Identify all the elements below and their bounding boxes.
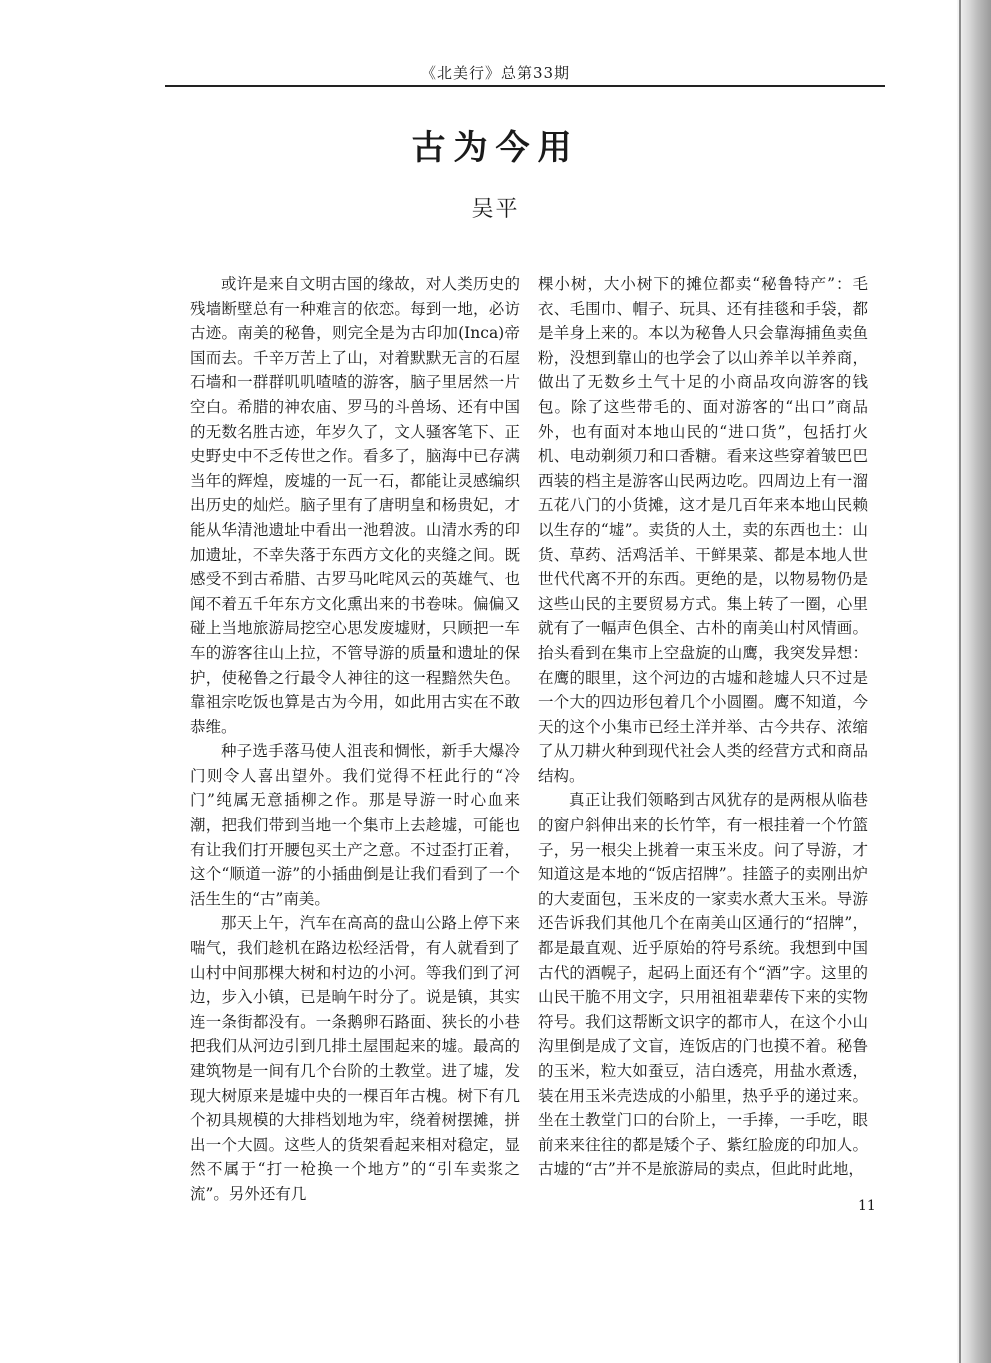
header-rule — [165, 85, 885, 87]
paragraph: 真正让我们领略到古风犹存的是两根从临巷的窗户斜伸出来的长竹竿，有一根挂着一个竹篮子，另一根尖上挑着一束玉米皮。问了导游，才知道这是本地的“饭店招牌”。挂篮子的卖刚出炉的大麦面包，玉米皮的一家卖水煮大玉米。导游还告诉我们其他几个在南美山区通行的“招牌”，都是最直观、近乎原始的符号系统。我想到中国古代的酒幌子，起码上面还有个“酒”字。这里的山民干脆不用文字，只用祖祖辈辈传下来的实物符号。我们这帮断文识字的都市人，在这个小山沟里倒是成了文盲，连饭店的门也摸不着。秘鲁的玉米，粒大如蚕豆，洁白透亮，用盐水煮透，装在用玉米壳迭成的小船里，热乎乎的递过来。坐在土教堂门口的台阶上，一手捧，一手吃，眼前来来往往的都是矮个子、紫红脸庞的印加人。古墟的“古”并不是旅游局的卖点，但此时此地， — [538, 791, 868, 1179]
right-column — [538, 272, 868, 1182]
left-column — [190, 272, 520, 1207]
paragraph: 那天上午，汽车在高高的盘山公路上停下来喘气，我们趁机在路边松经活骨，有人就看到了山村中间那棵大树和村边的小河。等我们到了河边，步入小镇，已是晌午时分了。说是镇，其实连一条街都没有。一条鹅卵石路面、狭长的小巷把我们从河边引到几排土屋围起来的墟。最高的建筑物是一间有几个台阶的土教堂。进了墟，发现大树原来是墟中央的一棵百年古槐。树下有几个初具规模的大排档划地为牢，绕着树摆摊，拼出一个大圆。这些人的货架看起来相对稳定，显然不属于“打一枪换一个地方”的“引车卖浆之流”。另外还有几 — [190, 914, 520, 1203]
running-header: 《北美行》总第33期 — [420, 64, 571, 82]
page-number: 11 — [858, 1198, 876, 1214]
article-author: 吴平 — [471, 197, 520, 222]
paragraph: 种子选手落马使人沮丧和惆怅，新手大爆冷门则令人喜出望外。我们觉得不枉此行的“冷门”纯属无意插柳之作。那是导游一时心血来潮，把我们带到当地一个集市上去趁墟，可能也有让我们打开腰包买土产之意。不过歪打正着，这个“顺道一游”的小插曲倒是让我们看到了一个活生生的“古”南美。 — [190, 742, 520, 908]
paragraph: 或许是来自文明古国的缘故，对人类历史的残墙断壁总有一种难言的依恋。每到一地，必访古迹。南美的秘鲁，则完全是为古印加(Inca)帝国而去。千辛万苦上了山，对着默默无言的石屋石墙和一群群叽叽喳喳的游客，脑子里居然一片空白。希腊的神农庙、罗马的斗兽场、还有中国的无数名胜古迹，年岁久了，文人骚客笔下、正史野史中不乏传世之作。看多了，脑海中已存满当年的辉煌，废墟的一瓦一石，都能让灵感编织出历史的灿烂。脑子里有了唐明皇和杨贵妃，才能从华清池遗址中看出一池碧波。山清水秀的印加遗址，不幸失落于东西方文化的夹缝之间。既感受不到古希腊、古罗马叱咤风云的英雄气、也闻不着五千年东方文化熏出来的书卷味。偏偏又碰上当地旅游局挖空心思发废墟财，只顾把一车车的游客往山上拉，不管导游的质量和遗址的保护，使秘鲁之行最令人神往的这一程黯然失色。靠祖宗吃饭也算是古为今用，如此用古实在不敢恭维。 — [190, 275, 520, 736]
paragraph: 棵小树，大小树下的摊位都卖“秘鲁特产”：毛衣、毛围巾、帽子、玩具、还有挂毯和手袋，都是羊身上来的。本以为秘鲁人只会靠海捕鱼卖鱼粉，没想到靠山的也学会了以山养羊以羊养商，做出了无数乡土气十足的小商品攻向游客的钱包。除了这些带毛的、面对游客的“出口”商品外，也有面对本地山民的“进口货”，包括打火机、电动剃须刀和口香糖。看来这些穿着皱巴巴西装的档主是游客山民两边吃。四周边上有一溜五花八门的小货摊，这才是几百年来本地山民赖以生存的“墟”。卖货的人土，卖的东西也土：山货、草药、活鸡活羊、干鲜果菜、都是本地人世世代代离不开的东西。更绝的是，以物易物仍是这些山民的主要贸易方式。集上转了一圈，心里就有了一幅声色俱全、古朴的南美山村风情画。抬头看到在集市上空盘旋的山鹰，我突发异想：在鹰的眼里，这个河边的古墟和趁墟人只不过是一个大的四边形包着几个小圆圈。鹰不知道，今天的这个小集市已经土洋并举、古今共存、浓缩了从刀耕火种到现代社会人类的经营方式和商品结构。 — [538, 275, 868, 785]
article-title: 古为今用 — [411, 128, 580, 168]
